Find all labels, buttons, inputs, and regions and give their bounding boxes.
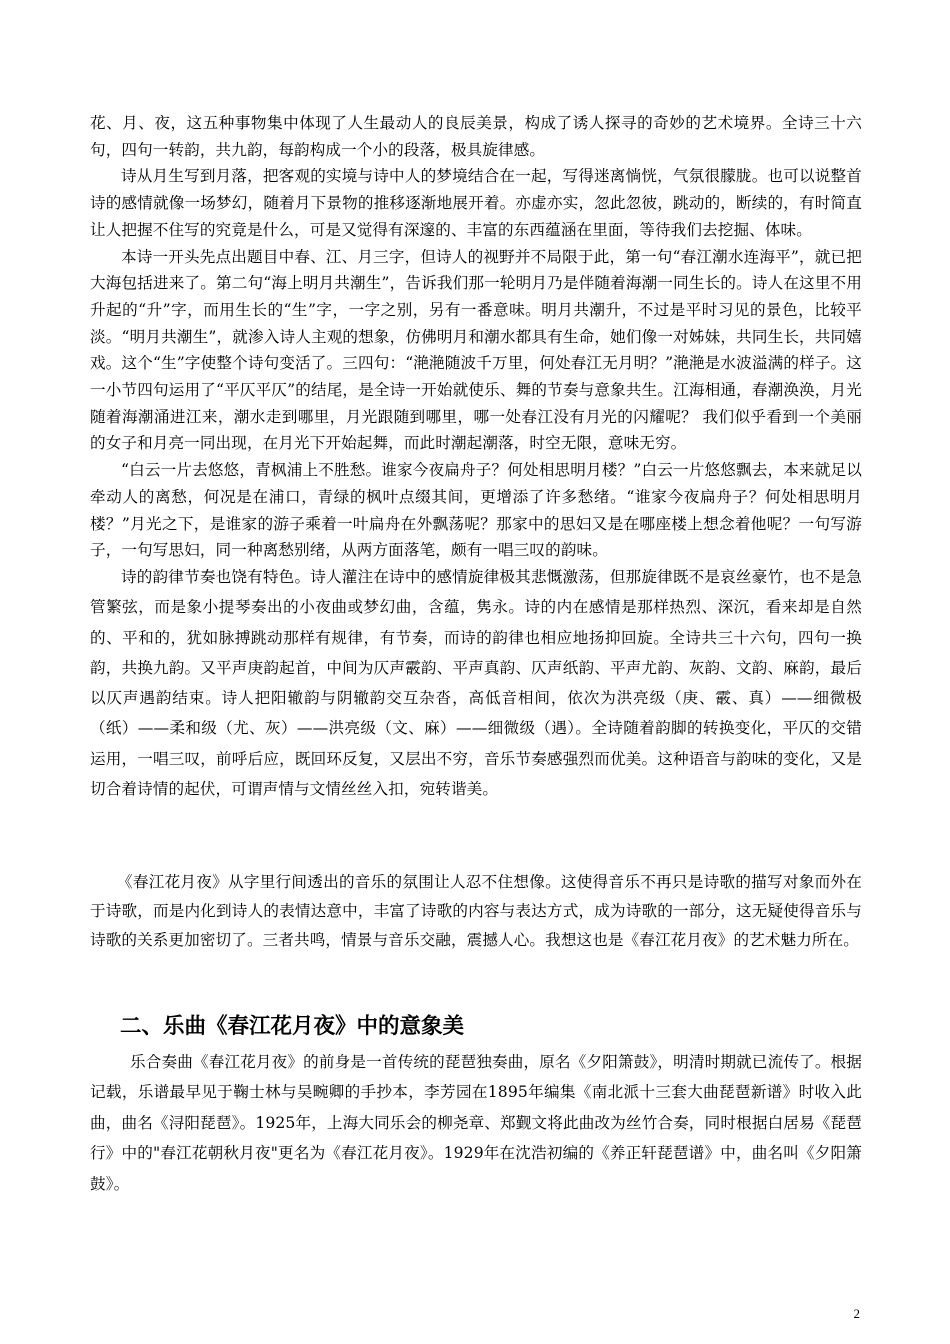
paragraph-music-atmosphere: 《春江花月夜》从字里行间透出的音乐的氛围让人忍不住想像。这使得音乐不再只是诗歌的描写对象而外在于诗歌，而是内化到诗人的表情达意中，丰富了诗歌的内容与表达方式，成为诗歌的一部分，这无疑使得音乐与诗歌的关系更加密切了。三者共鸣，情景与音乐交融，震撼人心。我想这也是《春江花月夜》的艺术魅力所在。 bbox=[90, 873, 862, 950]
paragraph-white-cloud: “白云一片去悠悠，青枫浦上不胜愁。谁家今夜扁舟子？何处相思明月楼？”白云一片悠悠飘去，本来就足以牵动人的离愁，何况是在浦口，青绿的枫叶点缀其间，更增添了许多愁绪。“谁家今夜扁舟子？何处相思明月楼？”月光之下，是谁家的游子乘着一叶扁舟在外飘荡呢？那家中的思妇又是在哪座楼上想念着他呢？一句写游子，一句写思妇，同一种离愁别绪，从两方面落笔，颇有一唱三叹的韵味。 bbox=[90, 461, 862, 560]
paragraph-continuation: 花、月、夜，这五种事物集中体现了人生最动人的良辰美景，构成了诱人探寻的奇妙的艺术境界。全诗三十六句，四句一转韵，共九韵，每韵构成一个小的段落，极具旋律感。 bbox=[90, 114, 862, 159]
paragraph-opening-lines: 本诗一开头先点出题目中春、江、月三字，但诗人的视野并不局限于此，第一句“春江潮水连海平”，就已把大海包括进来了。第二句“海上明月共潮生”，告诉我们那一轮明月乃是伴随着海潮一同生长的。诗人在这里不用升起的“升”字，而用生长的“生”字，一字之别，另有一番意味。明月共潮升，不过是平时习见的景色，比较平淡。“明月共潮生”，就渗入诗人主观的想象，仿佛明月和潮水都具有生命，她们像一对姊妹，共同生长，共同嬉戏。这个“生”字使整个诗句变活了。三四句：“滟滟随波千万里，何处春江无月明？”滟滟是水波溢满的样子。这一小节四句运用了“平仄平仄”的结尾，是全诗一开始就使乐、舞的节奏与意象共生。江海相通，春潮涣涣，月光随着海潮涌进江来，潮水走到哪里，月光跟随到哪里，哪一处春江没有月光的闪耀呢？ 我们似乎看到一个美丽的女子和月亮一同出现，在月光下开始起舞，而此时潮起潮落，时空无限，意味无穷。 bbox=[90, 247, 862, 453]
body-text-section-c bbox=[90, 868, 862, 956]
body-text-section-a bbox=[90, 110, 862, 564]
paragraph-rhyme-rhythm: 诗的韵律节奏也饶有特色。诗人灌注在诗中的感情旋律极其悲慨激荡，但那旋律既不是哀丝豪竹，也不是急管繁弦，而是象小提琴奏出的小夜曲或梦幻曲，含蕴，隽永。诗的内在感情是那样热烈、深沉，看来却是自然的、平和的，犹如脉搏跳动那样有规律，有节奏，而诗的韵律也相应地扬抑回旋。全诗共三十六句，四句一换韵，共换九韵。又平声庚韵起首，中间为仄声霰韵、平声真韵、仄声纸韵、平声尤韵、灰韵、文韵、麻韵，最后以仄声遇韵结束。诗人把阳辙韵与阴辙韵交互杂沓，高低音相间，依次为洪亮级（庚、霰、真）——细微极（纸）——柔和级（尤、灰）——洪亮级（文、麻）——细微级（遇）。全诗随着韵脚的转换变化，平仄的交错运用，一唱三叹，前呼后应，既回环反复，又层出不穷，音乐节奏感强烈而优美。这种语音与韵味的变化，又是切合着诗情的起伏，可谓声情与文情丝丝入扣，宛转谐美。 bbox=[90, 568, 862, 799]
section-heading: 二、乐曲《春江花月夜》中的意象美 bbox=[120, 1014, 465, 1039]
body-text-section-d bbox=[90, 1047, 862, 1199]
body-text-section-b bbox=[90, 562, 862, 804]
page-number: 2 bbox=[853, 1306, 860, 1321]
paragraph-moon-dream: 诗从月生写到月落，把客观的实境与诗中人的梦境结合在一起，写得迷离惝恍，气氛很朦胧。也可以说整首诗的感情就像一场梦幻，随着月下景物的推移逐渐地展开着。亦虚亦实，忽此忽彼，跳动的，断续的，有时简直让人把握不住写的究竟是什么，可是又觉得有深邃的、丰富的东西蕴涵在里面，等待我们去挖掘、体味。 bbox=[90, 167, 862, 239]
paragraph-music-history: 乐合奏曲《春江花月夜》的前身是一首传统的琵琶独奏曲，原名《夕阳箫鼓》，明清时期就已流传了。根据记载，乐谱最早见于鞠士林与吴畹卿的手抄本，李芳园在1895年编集《南北派十三套大曲琵琶新谱》时收入此曲，曲名《浔阳琵琶》。1925年，上海大同乐会的柳尧章、郑觐文将此曲改为丝竹合奏，同时根据白居易《琵琶行》中的"春江花朝秋月夜"更名为《春江花月夜》。1929年在沈浩初编的《养正轩琵琶谱》中，曲名叫《夕阳箫鼓》。 bbox=[90, 1053, 862, 1193]
